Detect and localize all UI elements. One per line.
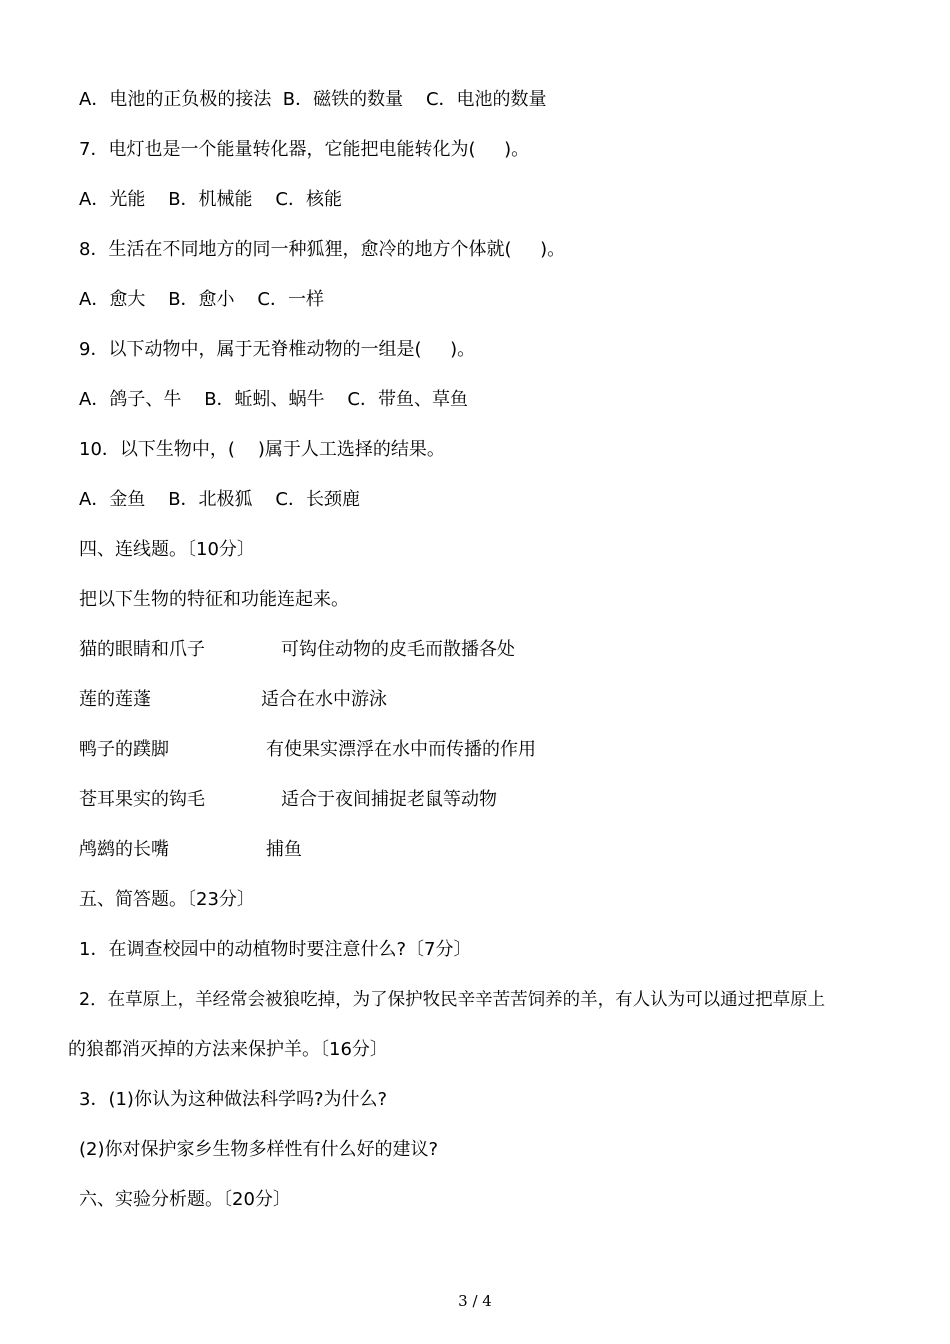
matching-right-item: 适合于夜间捕捉老鼠等动物	[281, 789, 497, 810]
q10-options: A．金鱼 B．北极狐 C．长颈鹿	[79, 489, 361, 510]
section-5-question-3-part-1: 3．(1)你认为这种做法科学吗?为什么?	[79, 1089, 388, 1110]
matching-left-item: 苍耳果实的钩毛	[79, 789, 205, 810]
matching-left-item: 莲的莲蓬	[79, 689, 151, 710]
q6-options: A．电池的正负极的接法 B．磁铁的数量 C．电池的数量	[79, 89, 547, 110]
q8-options: A．愈大 B．愈小 C．一样	[79, 289, 325, 310]
section-5-question-1: 1．在调查校园中的动植物时要注意什么?〔7分〕	[79, 939, 472, 960]
q7-options: A．光能 B．机械能 C．核能	[79, 189, 343, 210]
matching-right-item: 可钩住动物的皮毛而散播各处	[281, 639, 515, 660]
page-number: 3 / 4	[458, 1292, 492, 1310]
section-6-title: 六、实验分析题。〔20分〕	[79, 1189, 291, 1210]
section-4-title: 四、连线题。〔10分〕	[79, 539, 255, 560]
matching-left-item: 猫的眼睛和爪子	[79, 639, 205, 660]
matching-right-item: 适合在水中游泳	[261, 689, 387, 710]
question-8: 8．生活在不同地方的同一种狐狸，愈冷的地方个体就( )。	[79, 239, 566, 260]
matching-left-item: 鸬鹚的长嘴	[79, 839, 169, 860]
section-5-question-2-line-1: 2．在草原上，羊经常会被狼吃掉，为了保护牧民辛辛苦苦饲养的羊，有人认为可以通过把草原上	[79, 990, 826, 1010]
section-5-title: 五、简答题。〔23分〕	[79, 889, 255, 910]
section-4-instruction: 把以下生物的特征和功能连起来。	[79, 589, 349, 610]
section-5-question-2-line-2: 的狼都消灭掉的方法来保护羊。〔16分〕	[68, 1039, 388, 1060]
matching-right-item: 有使果实漂浮在水中而传播的作用	[266, 739, 536, 760]
question-9: 9．以下动物中，属于无脊椎动物的一组是( )。	[79, 339, 476, 360]
question-10: 10．以下生物中，( )属于人工选择的结果。	[79, 439, 445, 460]
matching-right-item: 捕鱼	[266, 839, 302, 860]
q9-options: A．鸽子、牛 B．蚯蚓、蜗牛 C．带鱼、草鱼	[79, 389, 469, 410]
section-5-question-3-part-2: (2)你对保护家乡生物多样性有什么好的建议?	[79, 1139, 439, 1160]
question-7: 7．电灯也是一个能量转化器，它能把电能转化为( )。	[79, 139, 530, 160]
matching-left-item: 鸭子的蹼脚	[79, 739, 169, 760]
